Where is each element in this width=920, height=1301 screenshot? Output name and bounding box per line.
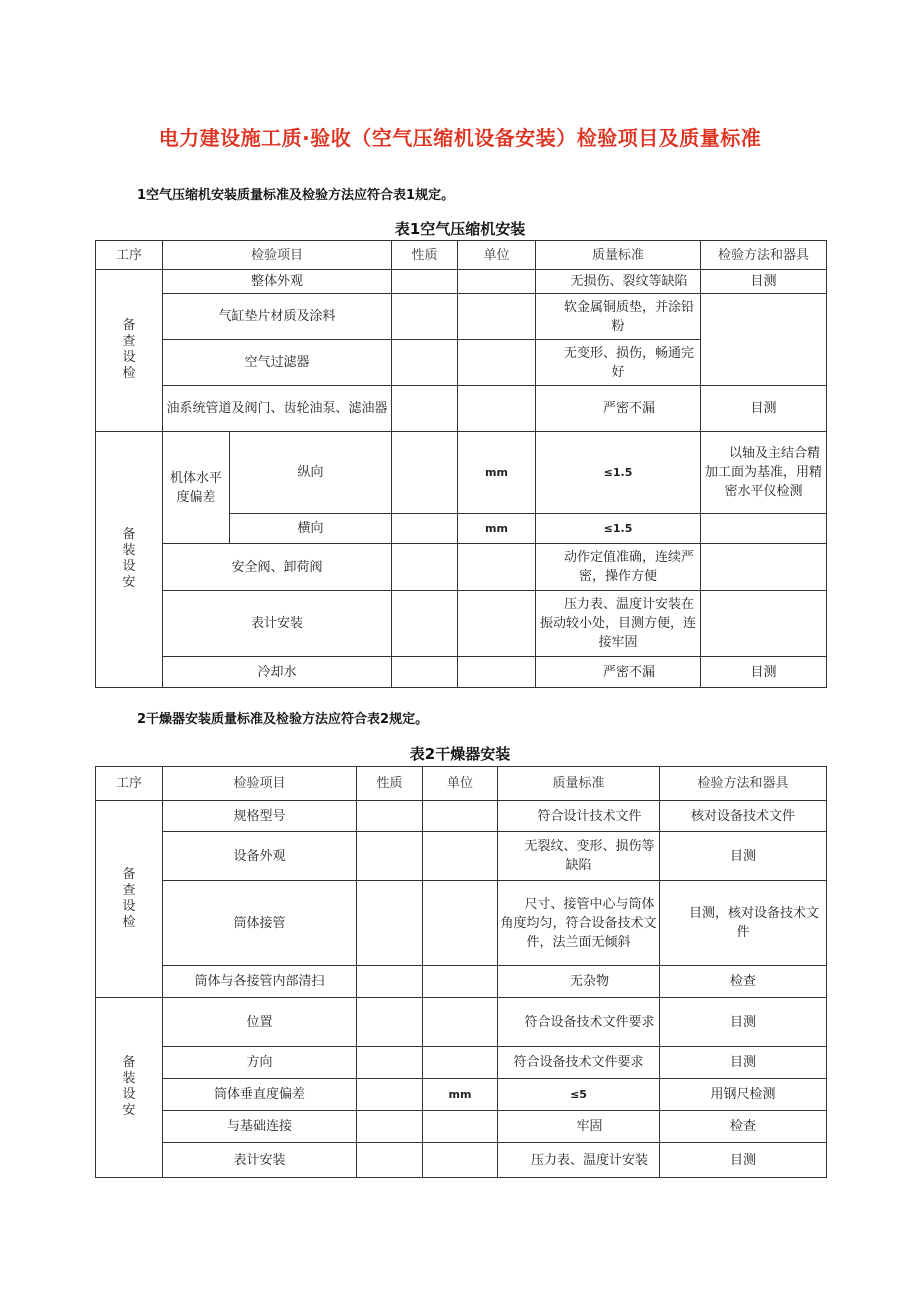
unit-cell: mm (458, 514, 536, 544)
item-cell: 气缸垫片材质及涂料 (163, 294, 392, 340)
item-cell: 油系统管道及阀门、齿轮油泵、滤油器 (163, 386, 392, 432)
item-cell: 空气过滤器 (163, 340, 392, 386)
stage-cell (96, 801, 163, 998)
stage-label: 备装设安 (122, 527, 136, 590)
table-row (96, 966, 827, 998)
stage-label: 备查设检 (122, 318, 136, 381)
standard-cell: 严密不漏 (536, 657, 701, 688)
standard-cell: 软金属铜质垫，并涂铅粉 (536, 294, 701, 340)
item-cell: 规格型号 (163, 801, 357, 832)
standard-cell: 无变形、损伤，畅通完好 (536, 340, 701, 386)
standard-cell: 尺寸、接管中心与筒体角度均匀，符合设备技术文件，法兰面无倾斜 (498, 881, 660, 966)
standard-cell: ≤1.5 (536, 432, 701, 514)
item-cell: 整体外观 (163, 270, 392, 294)
method-cell: 目测 (660, 998, 827, 1047)
standard-cell: 符合设计技术文件 (498, 801, 660, 832)
table-row (96, 998, 827, 1047)
table-header (96, 241, 827, 270)
item-cell: 筒体与各接管内部清扫 (163, 966, 357, 998)
header-nature: 性质 (392, 241, 458, 270)
header-unit: 单位 (458, 241, 536, 270)
item-cell: 方向 (163, 1047, 357, 1079)
header-stage: 工序 (96, 241, 163, 270)
table-row (96, 1079, 827, 1111)
table-row (96, 591, 827, 657)
standard-cell: 无裂纹、变形、损伤等缺陷 (498, 832, 660, 881)
header-stage: 工序 (96, 767, 163, 801)
table1 (95, 240, 827, 688)
header-unit: 单位 (423, 767, 498, 801)
standard-cell: 无损伤、裂纹等缺陷 (536, 270, 701, 294)
method-cell: 目测 (701, 386, 827, 432)
stage-label: 备查设检 (122, 866, 136, 930)
group-cell: 机体水平度偏差 (163, 432, 230, 544)
standard-cell: 严密不漏 (536, 386, 701, 432)
subitem-cell: 横向 (230, 514, 392, 544)
method-cell: 检查 (660, 966, 827, 998)
method-cell: 目测 (660, 832, 827, 881)
standard-cell: 动作定值准确，连续严密，操作方便 (536, 544, 701, 591)
stage-label: 备装设安 (122, 1055, 136, 1118)
table2-caption: 表2干燥器安装 (409, 745, 511, 763)
stage-cell (96, 432, 163, 688)
table-header (96, 767, 827, 801)
item-cell: 筒体垂直度偏差 (163, 1079, 357, 1111)
standard-cell: 压力表、温度计安装 (498, 1143, 660, 1178)
page-title: 电力建设施工质·验收（空气压缩机设备安装）检验项目及质量标准 (158, 126, 762, 150)
method-cell: 目测，核对设备技术文件 (660, 881, 827, 966)
unit-cell: mm (423, 1079, 498, 1111)
intro-table1: 1空气压缩机安装质量标准及检验方法应符合表1规定。 (137, 188, 455, 203)
table-row (96, 544, 827, 591)
method-cell: 目测 (660, 1047, 827, 1079)
method-cell: 以轴及主结合精加工面为基准，用精密水平仪检测 (701, 432, 827, 514)
header-nature: 性质 (357, 767, 423, 801)
item-cell: 筒体接管 (163, 881, 357, 966)
standard-cell: ≤5 (498, 1079, 660, 1111)
item-cell: 表计安装 (163, 1143, 357, 1178)
header-method: 检验方法和器具 (660, 767, 827, 801)
item-cell: 位置 (163, 998, 357, 1047)
item-cell: 设备外观 (163, 832, 357, 881)
stage-cell (96, 270, 163, 432)
table-row (96, 832, 827, 881)
method-cell: 核对设备技术文件 (660, 801, 827, 832)
unit-cell: mm (458, 432, 536, 514)
item-cell: 安全阀、卸荷阀 (163, 544, 392, 591)
stage-cell (96, 998, 163, 1178)
standard-cell: 压力表、温度计安装在振动较小处，目测方便，连接牢固 (536, 591, 701, 657)
table-row (96, 386, 827, 432)
standard-cell: 牢固 (498, 1111, 660, 1143)
table-row (96, 881, 827, 966)
item-cell: 冷却水 (163, 657, 392, 688)
item-cell: 表计安装 (163, 591, 392, 657)
subitem-cell: 纵向 (230, 432, 392, 514)
table-row (96, 1047, 827, 1079)
table-row (96, 294, 827, 340)
table2 (95, 766, 827, 1178)
item-cell: 与基础连接 (163, 1111, 357, 1143)
header-method: 检验方法和器具 (701, 241, 827, 270)
header-standard: 质量标准 (498, 767, 660, 801)
standard-cell: 符合设备技术文件要求 (498, 998, 660, 1047)
table-row (96, 432, 827, 514)
standard-cell: ≤1.5 (536, 514, 701, 544)
method-cell: 用钢尺检测 (660, 1079, 827, 1111)
header-item: 检验项目 (163, 767, 357, 801)
method-cell: 目测 (660, 1143, 827, 1178)
standard-cell: 符合设备技术文件要求 (498, 1047, 660, 1079)
intro-table2: 2干燥器安装质量标准及检验方法应符合表2规定。 (137, 712, 429, 727)
header-item: 检验项目 (163, 241, 392, 270)
table-row (96, 1111, 827, 1143)
method-cell: 目测 (701, 657, 827, 688)
table-row (96, 270, 827, 294)
table-row (96, 657, 827, 688)
header-standard: 质量标准 (536, 241, 701, 270)
table1-caption: 表1空气压缩机安装 (394, 220, 526, 238)
table-row (96, 1143, 827, 1178)
standard-cell: 无杂物 (498, 966, 660, 998)
method-cell: 目测 (701, 270, 827, 294)
method-cell: 检查 (660, 1111, 827, 1143)
table-row (96, 801, 827, 832)
